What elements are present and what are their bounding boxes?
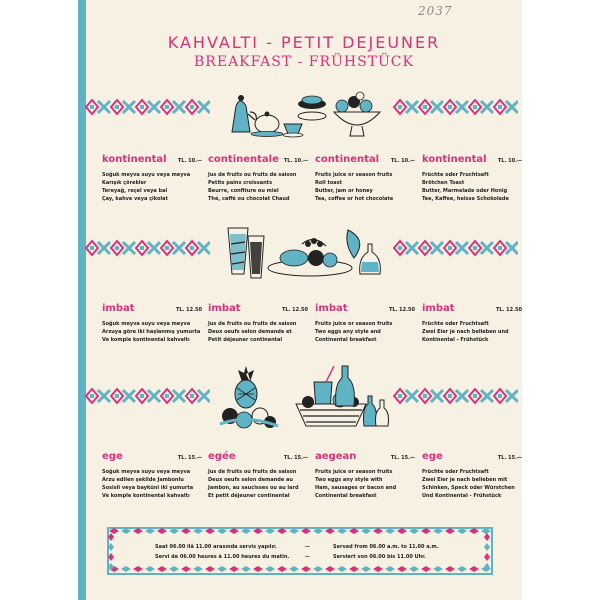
menu-item-name: kontinental: [102, 154, 167, 165]
bottle-icon: [360, 244, 381, 274]
ornament-band-right-1: [392, 97, 518, 117]
menu-item-line: Jus de fruits ou fruits de saison: [208, 469, 297, 475]
menu-item-line: Tereyağ, reçel veya bal: [102, 188, 168, 194]
menu-item-description: [315, 171, 415, 203]
ornament-band-left-1: [84, 97, 210, 117]
menu-item-line: Thé, caffé ou chocolat Chaud: [208, 196, 290, 202]
menu-item-line: Fruits juice or season fruits: [315, 172, 393, 178]
fruit-pile-icon: [220, 408, 278, 428]
menu-item-header: [315, 154, 415, 165]
menu-item-line: Beurre, confiture ou miel: [208, 188, 279, 194]
menu-item-description: [315, 468, 415, 500]
ornament-band-right-2: [392, 238, 518, 258]
bread-plate-icon: [298, 96, 326, 120]
ornament-band-right-3: [392, 386, 518, 406]
menu-item-header: [315, 303, 415, 314]
menu-item-line: Two eggs any style with: [315, 477, 383, 483]
menu-item-line: Karışık çörekler: [102, 180, 147, 186]
ornament-pattern: [394, 100, 518, 114]
menu-item-header: [102, 154, 202, 165]
menu-item: [208, 451, 308, 500]
menu-item-line: Continental breakfast: [315, 337, 377, 343]
menu-item-line: Tea, coffee or hot chocolate: [315, 196, 394, 202]
menu-item-line: Zwei Eier je nach belieben mit: [422, 477, 508, 483]
menu-item: [315, 451, 415, 500]
menu-item-header: [208, 154, 308, 165]
cup-icon: [283, 124, 303, 137]
menu-item-description: [422, 468, 522, 500]
ornament-pattern: [394, 241, 518, 255]
menu-item-name: imbat: [102, 303, 135, 314]
menu-item-line: Butter, Marmelade oder Honig: [422, 188, 508, 194]
menu-item-description: [102, 171, 202, 203]
row-dash: —: [305, 544, 310, 550]
menu-item-line: Butter, jam or honey: [315, 188, 373, 194]
menu-item-line: Zwei Eier je nach belieben und: [422, 329, 509, 335]
menu-item-name: ege: [422, 451, 443, 462]
menu-item-header: [422, 451, 522, 462]
ornament-pattern: [86, 100, 210, 114]
hours-turkish: Saat 06.00 ilâ 11.00 arasında servis yapılır.: [155, 544, 277, 550]
handwritten-note: 2037: [418, 4, 453, 18]
menu-item-price: TL. 12.50: [495, 307, 522, 313]
menu-item-name: imbat: [315, 303, 348, 314]
menu-item-description: [102, 320, 202, 344]
menu-item-line: Two eggs any style and: [315, 329, 381, 335]
coffee-pot-icon: [232, 95, 256, 132]
middle-illustration-icon: [222, 224, 390, 282]
menu-item-line: Roll toast: [315, 180, 343, 186]
menu-item-line: Fruits juice or season fruits: [315, 469, 393, 475]
glass-with-straw-icon: [314, 366, 334, 410]
menu-item: [208, 303, 308, 344]
menu-item-line: Ve komple kontinental kahvaltı: [102, 337, 190, 343]
menu-item-line: Früchte oder Fruchtsaft: [422, 172, 489, 178]
menu-item-line: Tee, Kaffee, heisse Schokolade: [422, 196, 509, 202]
menu-item-line: Arzu edilen şekilde Jambonlu: [102, 477, 184, 483]
menu-item-line: Jambon, au saucisses ou au lard: [208, 485, 299, 491]
menu-item-line: Schinken, Speck oder Würstchen: [422, 485, 515, 491]
ornament-band-left-2: [84, 238, 210, 258]
ornament-band-left-3: [84, 386, 210, 406]
menu-item-name: egée: [208, 451, 236, 462]
menu-item-price: TL. 15.—: [177, 455, 202, 461]
service-hours-panel: [119, 537, 481, 565]
teapot-icon: [248, 112, 283, 137]
menu-item-name: continentale: [208, 154, 279, 165]
menu-item-description: [315, 320, 415, 344]
menu-item: [422, 303, 522, 344]
menu-item-name: ege: [102, 451, 123, 462]
menu-item-line: Soğuk meyva suyu veya meyva: [102, 469, 191, 475]
menu-item-header: [208, 451, 308, 462]
menu-item-line: Soğuk meyva suyu veya meyva: [102, 321, 191, 327]
menu-item-line: Ve komple kontinental kahvaltı: [102, 493, 190, 499]
service-hours-box: [107, 527, 493, 575]
menu-item-description: [422, 320, 522, 344]
juice-glass-icon: [248, 236, 264, 278]
menu-item-price: TL. 15.—: [497, 455, 522, 461]
row-dash: —: [305, 554, 310, 560]
menu-item: [102, 154, 202, 203]
menu-item-header: [208, 303, 308, 314]
menu-item-line: Sosisli veya bayküni iki yumurta: [102, 485, 194, 491]
menu-item: [102, 303, 202, 344]
menu-item-price: TL. 10.—: [390, 158, 415, 164]
top-illustration-icon: [222, 86, 390, 138]
menu-item: [422, 451, 522, 500]
menu-item-line: Arzuya göre iki haşlanmış yumurta: [102, 329, 201, 335]
menu-item: [315, 154, 415, 203]
hours-german: Serviert von 06.00 bis 11.00 Uhr.: [333, 554, 426, 560]
menu-title-line-2: BREAKFAST - FRÜHSTÜCK: [194, 54, 414, 70]
menu-item-line: Jus de fruits ou fruits de saison: [208, 172, 297, 178]
menu-item-header: [422, 303, 522, 314]
menu-item-description: [422, 171, 522, 203]
menu-item-line: Fruits juice or season fruits: [315, 321, 393, 327]
menu-item: [422, 154, 522, 203]
menu-item-price: TL. 12.50: [281, 307, 308, 313]
menu-item-line: Et petit déjeuner continental: [208, 493, 290, 499]
menu-item-line: Und Kontinental - Frühstück: [422, 493, 502, 499]
menu-item-price: TL. 10.—: [283, 158, 308, 164]
menu-item-header: [422, 154, 522, 165]
menu-item-description: [208, 468, 308, 500]
menu-item-name: kontinental: [422, 154, 487, 165]
menu-item-line: Jus de fruits ou fruits de saison: [208, 321, 297, 327]
menu-item-line: Petits pains croissants: [208, 180, 273, 186]
juice-glass-icon: [228, 228, 248, 274]
menu-item-price: TL. 10.—: [177, 158, 202, 164]
menu-item-line: Çay, kahve veya çikolat: [102, 196, 168, 202]
menu-item-description: [102, 468, 202, 500]
menu-item-line: Ham, sausages or bacon and: [315, 485, 397, 491]
fruit-platter-icon: [268, 238, 352, 276]
menu-item-price: TL. 10.—: [497, 158, 522, 164]
menu-item-name: imbat: [208, 303, 241, 314]
menu-item: [102, 451, 202, 500]
fruit-bowl-icon: [334, 92, 380, 136]
menu-item-description: [208, 171, 308, 203]
menu-item-description: [208, 320, 308, 344]
menu-item-price: TL. 12.50: [388, 307, 415, 313]
menu-item-line: Früchte oder Fruchtsaft: [422, 321, 489, 327]
menu-item-line: Brötchen Toast: [422, 180, 465, 186]
bottom-illustration-icon: [216, 360, 390, 430]
ornament-pattern: [86, 241, 210, 255]
menu-item-price: TL. 12.50: [175, 307, 202, 313]
menu-item-name: imbat: [422, 303, 455, 314]
ornament-pattern: [394, 389, 518, 403]
hours-french: Servi de 06.00 heures à 11.00 heures du matin.: [155, 554, 290, 560]
menu-item-price: TL. 15.—: [390, 455, 415, 461]
menu-item-line: Deux oeufs selon demande et: [208, 329, 292, 335]
menu-item-line: Petit déjeuner continental: [208, 337, 283, 343]
menu-item-price: TL. 15.—: [283, 455, 308, 461]
menu-item-line: Kontinental - Frühstück: [422, 337, 489, 343]
menu-item-line: Deux oeufs selon demande au: [208, 477, 293, 483]
hours-english: Served from 06.00 a.m. to 11.00 a.m.: [333, 544, 439, 550]
menu-title-line-1: KAHVALTI - PETIT DEJEUNER: [167, 33, 441, 52]
menu-item-name: aegean: [315, 451, 357, 462]
menu-item-header: [102, 451, 202, 462]
leaf-icon: [347, 230, 360, 258]
menu-item-header: [315, 451, 415, 462]
menu-item: [208, 154, 308, 203]
menu-item-header: [102, 303, 202, 314]
menu-item-name: continental: [315, 154, 380, 165]
menu-item-line: Früchte oder Fruchtsaft: [422, 469, 489, 475]
ornament-pattern: [86, 389, 210, 403]
menu-item-line: Soğuk meyva suyu veya meyva: [102, 172, 191, 178]
menu-item-line: Continental breakfast: [315, 493, 377, 499]
pineapple-icon: [235, 366, 257, 408]
menu-item: [315, 303, 415, 344]
